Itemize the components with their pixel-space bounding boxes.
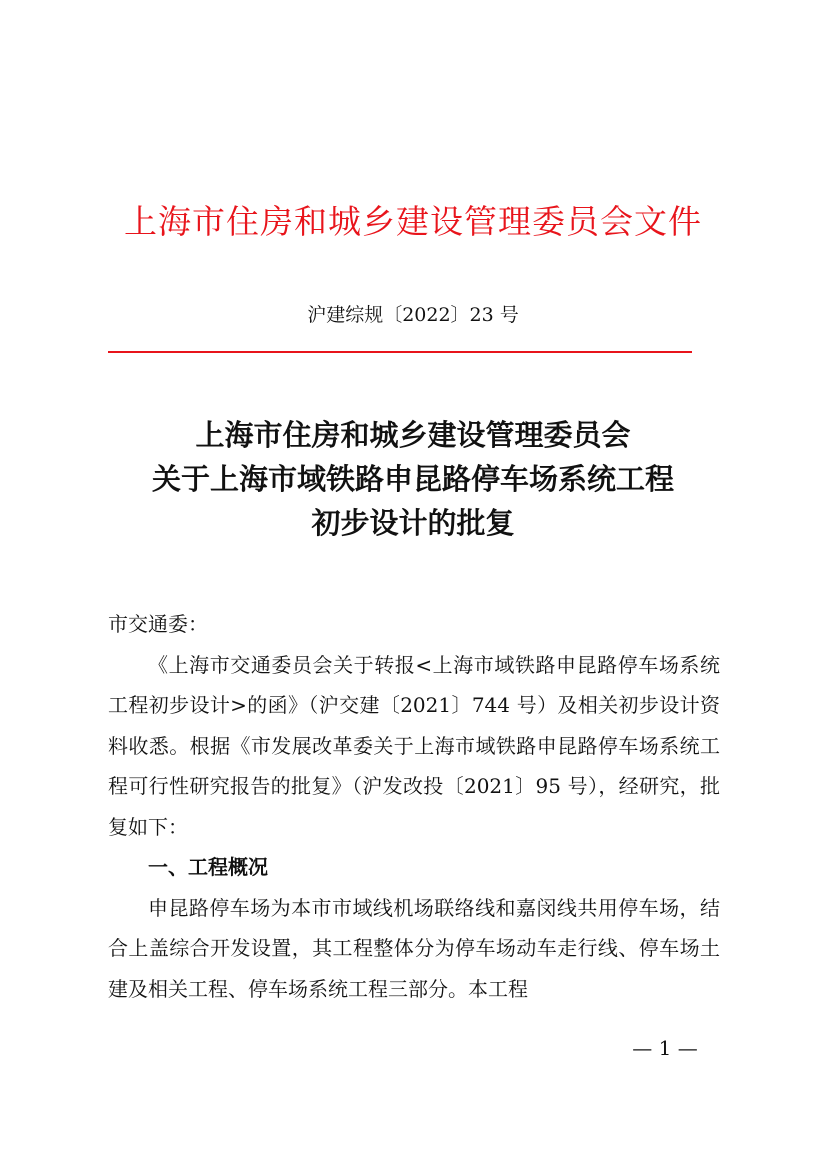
salutation: 市交通委：	[108, 612, 208, 636]
title-line-2: 关于上海市域铁路申昆路停车场系统工程	[151, 462, 674, 496]
document-body	[108, 604, 720, 1009]
title-line-1: 上海市住房和城乡建设管理委员会	[195, 418, 631, 452]
document-number: 沪建综规〔2022〕23 号	[307, 304, 519, 326]
page-number: — 1 —	[632, 1036, 698, 1060]
body-paragraph: 《上海市交通委员会关于转报<上海市域铁路申昆路停车场系统工程初步设计>的函》（沪交建〔2021〕744 号）及相关初步设计资料收悉。根据《市发展改革委关于上海市域铁路申昆路停车场系统工程可行性研究报告的批复》（沪发改投〔2021〕95 号），经研究，批复如下：	[108, 652, 720, 839]
red-divider-line	[108, 351, 692, 353]
document-title	[0, 413, 826, 545]
body-paragraph: 申昆路停车场为本市市域线机场联络线和嘉闵线共用停车场，结合上盖综合开发设置，其工程整体分为停车场动车走行线、停车场土建及相关工程、停车场系统工程三部分。本工程	[108, 895, 720, 1001]
section-heading: 一、工程概况	[148, 855, 268, 879]
agency-header-title: 上海市住房和城乡建设管理委员会文件	[124, 202, 702, 241]
title-line-3: 初步设计的批复	[311, 506, 515, 540]
